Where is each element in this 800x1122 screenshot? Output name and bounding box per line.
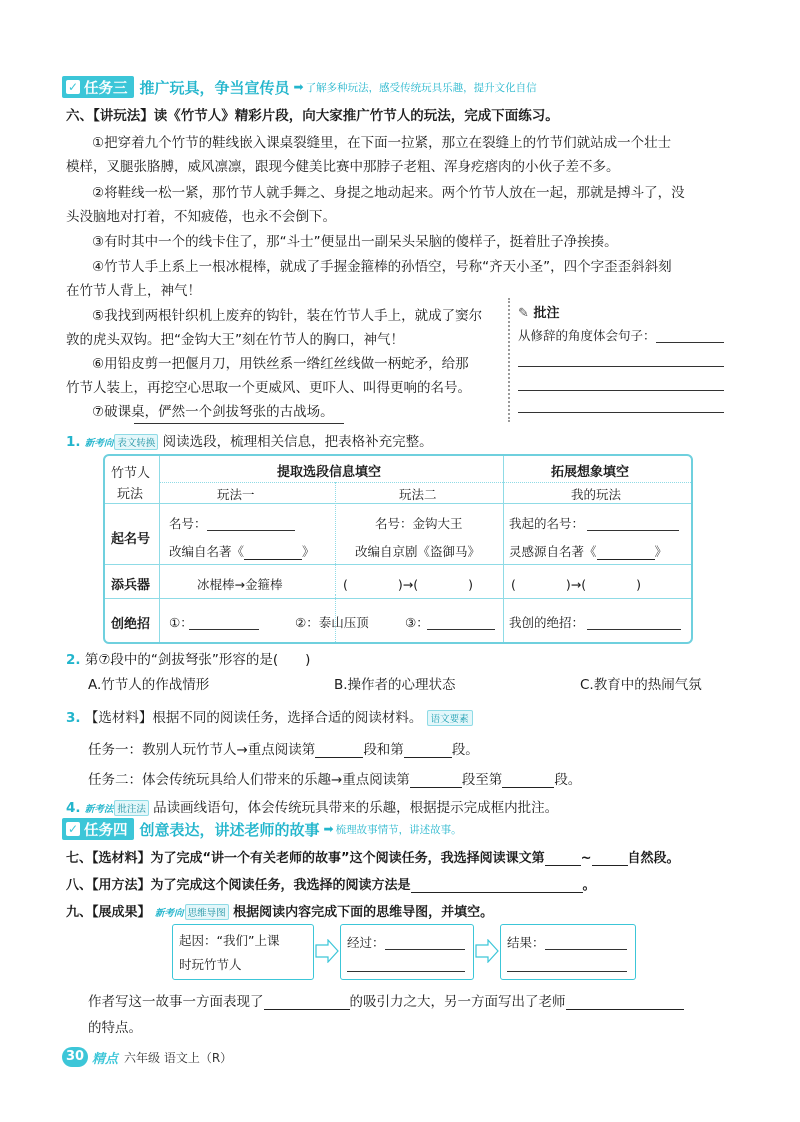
passage-p5a: ⑤我找到两根针织机上废弃的钩针，装在竹节人手上，就成了窦尔	[92, 308, 483, 324]
task3-note: 了解多种玩法，感受传统玩具乐趣，提升文化自信	[305, 81, 537, 94]
table-r3c1-blank1[interactable]	[189, 629, 259, 630]
annotation-header	[518, 302, 559, 321]
info-table	[103, 454, 693, 644]
q7-tilde: ~	[580, 851, 592, 866]
q3-task1-c: 段。	[451, 742, 479, 758]
pencil-icon: ✎	[518, 306, 529, 321]
mindmap-process-label: 经过：	[347, 935, 385, 950]
table-r2c3[interactable]: ( )→( )	[511, 577, 641, 592]
table-r1c1-source-blank[interactable]	[244, 543, 302, 560]
table-col0-a: 竹节人	[111, 466, 151, 481]
q7	[66, 847, 680, 866]
q2	[66, 648, 310, 668]
table-head-extract: 提取选段信息填空	[277, 465, 382, 480]
table-r1c1-source-close: 》	[302, 544, 315, 559]
q4-text: 品读画线语句，体会传统玩具带来的乐趣，根据提示完成框内批注。	[153, 800, 559, 816]
mindmap-process-box	[340, 924, 474, 980]
task3-title: 推广玩具，争当宣传员	[139, 78, 290, 97]
task4-tag	[62, 818, 134, 840]
passage-p6a: ⑥用铅皮剪一把偃月刀，用铁丝系一绺红丝线做一柄蛇矛，给那	[92, 356, 469, 372]
page-number: 30	[62, 1047, 88, 1067]
q1-num: 1.	[66, 434, 81, 450]
q4-type: 批注法	[114, 800, 149, 816]
q9-newtag-label: 新考向	[155, 908, 184, 919]
passage-underline	[134, 423, 344, 424]
q9-fill	[88, 990, 684, 1010]
mindmap-process-blank2[interactable]	[347, 971, 465, 972]
passage-p7: ⑦破课桌，俨然一个剑拔弩张的古战场。	[92, 404, 334, 420]
q2-num: 2.	[66, 652, 81, 668]
passage-p2a: ②将鞋线一松一紧，那竹节人就手舞之、身提之地动起来。两个竹节人放在一起，那就是搏斗了，没	[92, 185, 685, 201]
q7-blank2[interactable]	[592, 849, 628, 866]
q3-task2-c: 段。	[554, 772, 582, 788]
table-head-extend: 拓展想象填空	[551, 465, 630, 480]
table-r1c3-name-blank[interactable]	[587, 530, 679, 531]
q8	[66, 874, 596, 893]
q2-option-c[interactable]: C.教育中的热闹气氛	[580, 677, 702, 693]
q8-blank[interactable]	[411, 876, 583, 893]
q9-type: 思维导图	[185, 904, 229, 920]
mindmap-result-blank2[interactable]	[507, 971, 627, 972]
q3-badge: 语文要素	[427, 710, 473, 726]
mindmap-arrow-1	[314, 939, 340, 963]
q9-fill-blank2[interactable]	[566, 993, 684, 1010]
table-sub1: 玩法一	[217, 487, 255, 502]
q3-task2-blank2[interactable]	[502, 771, 554, 788]
q8-end: 。	[582, 878, 596, 893]
q1-newtag-label: 新考向	[84, 438, 114, 449]
mindmap-result-box	[500, 924, 636, 980]
table-r1c3-source-label: 灵感源自名著《	[509, 544, 597, 559]
arrow-icon: ➡	[293, 80, 304, 94]
q9-text: 根据阅读内容完成下面的思维导图，并填空。	[233, 905, 494, 920]
table-row-name: 起名号	[111, 532, 151, 547]
q1-text: 阅读选段，梳理相关信息，把表格补充完整。	[162, 434, 433, 450]
q7-blank1[interactable]	[545, 849, 581, 866]
q2-option-b[interactable]: B.操作者的心理状态	[334, 677, 456, 693]
annotation-box	[508, 298, 732, 422]
q9-fill-a: 作者写这一故事一方面表现了	[88, 994, 264, 1010]
task3-tag-label: 任务三	[84, 80, 128, 97]
q3-task1-blank1[interactable]	[315, 741, 363, 758]
q4-newtag-label: 新考法	[84, 804, 114, 815]
annotation-blank-4[interactable]	[518, 412, 724, 413]
annotation-prompt	[518, 326, 656, 344]
arrow-icon: ➡	[323, 822, 334, 836]
passage-p3: ③有时其中一个的线卡住了，那“斗士”便显出一副呆头呆脑的傻样子，挺着肚子净挨揍。	[92, 234, 618, 250]
table-r3c1-label3: ③：	[405, 615, 429, 630]
q3-text: 【选材料】根据不同的阅读任务，选择合适的阅读材料。	[84, 710, 423, 726]
table-r1c3-source-blank[interactable]	[597, 543, 655, 560]
mindmap-result-blank1[interactable]	[545, 949, 627, 950]
checkbox-icon: ✓	[67, 80, 79, 94]
task3-banner	[62, 76, 537, 98]
mindmap-process-blank1[interactable]	[385, 949, 465, 950]
annotation-title: 批注	[533, 306, 560, 321]
q9-newtag	[155, 904, 229, 920]
passage-p2b: 头没脑地对打着，不知疲倦，也永不会倒下。	[66, 209, 336, 225]
q3-task2-a: 任务二：体会传统玩具给人们带来的乐趣→重点阅读第	[88, 772, 410, 788]
task4-title: 创意表达，讲述老师的故事	[139, 820, 320, 839]
q1-type: 表文转换	[114, 434, 158, 450]
q6-heading: 六、【讲玩法】读《竹节人》精彩片段，向大家推广竹节人的玩法，完成下面练习。	[66, 108, 559, 124]
table-sub3: 我的玩法	[571, 487, 622, 502]
q7-text: 七、【选材料】为了完成“讲一个有关老师的故事”这个阅读任务，我选择阅读课文第	[66, 851, 545, 866]
task4-banner	[62, 818, 462, 840]
table-r1c2-name: 名号：金钩大王	[375, 516, 463, 531]
table-r3c1-blank3[interactable]	[427, 629, 495, 630]
table-r1c3-source-close: 》	[654, 544, 668, 559]
table-r3c3-blank[interactable]	[587, 629, 681, 630]
passage-p1b: 模样，叉腿张胳膊，威风凛凛，跟现今健美比赛中那脖子老粗、浑身疙瘩肉的小伙子差不多。	[66, 159, 620, 175]
table-r3c1-label1: ①：	[169, 615, 193, 630]
table-col0-b: 玩法	[117, 487, 144, 502]
table-r3c3-label: 我创的绝招：	[509, 615, 585, 630]
passage-p6b: 竹节人装上，再挖空心思取一个更威风、更吓人、叫得更响的名号。	[66, 380, 471, 396]
q3-task2-b: 段至第	[461, 772, 503, 788]
mindmap-result-label: 结果：	[507, 935, 545, 950]
annotation-blank-3[interactable]	[518, 390, 724, 391]
mindmap-arrow-2	[474, 939, 500, 963]
q9-label: 九、【展成果】	[66, 905, 151, 920]
table-row-move: 创绝招	[111, 617, 151, 632]
table-sub2: 玩法二	[399, 487, 437, 502]
q3-task2	[88, 768, 581, 788]
annotation-prompt-text: 从修辞的角度体会句子：	[518, 328, 656, 343]
brand-logo: 精点	[92, 1051, 119, 1067]
mindmap-cause-b: 时玩竹节人	[179, 957, 242, 972]
passage-p1a: ①把穿着九个竹节的鞋线嵌入课桌裂缝里，在下面一拉紧，那立在裂缝上的竹节们就站成一个壮士	[92, 135, 672, 151]
table-r2c1: 冰棍棒→金箍棒	[197, 577, 283, 592]
q3-task2-blank1[interactable]	[410, 771, 462, 788]
q9	[66, 901, 493, 920]
footer-info: 六年级 语文上（R）	[124, 1050, 233, 1065]
table-r2c2[interactable]: ( )→( )	[343, 577, 473, 592]
q9-fill-end: 的特点。	[88, 1020, 142, 1036]
table-r3c1-move2: ②：泰山压顶	[295, 615, 369, 630]
q8-text: 八、【用方法】为了完成这个阅读任务，我选择的阅读方法是	[66, 878, 411, 893]
passage-p5b: 敦的虎头双钩。把“金钩大王”刻在竹节人的胸口，神气！	[66, 332, 404, 348]
task3-tag	[62, 76, 134, 98]
mindmap-cause-box	[172, 924, 314, 980]
footer	[62, 1047, 232, 1067]
table-r1c2-source: 改编自京剧《盗御马》	[355, 544, 481, 559]
passage-p4b: 在竹节人背上，神气！	[66, 283, 201, 299]
q3-task1-b: 段和第	[363, 742, 404, 758]
mindmap-cause-a: 起因：“我们”上课	[179, 933, 280, 948]
q2-text: 第⑦段中的“剑拔弩张”形容的是( )	[84, 652, 311, 668]
checkbox-icon: ✓	[67, 822, 79, 836]
q7-end: 自然段。	[627, 851, 680, 866]
q4	[66, 796, 558, 816]
table-r1c3-name-label: 我起的名号：	[509, 516, 585, 531]
q9-fill-b: 的吸引力之大，另一方面写出了老师	[349, 994, 566, 1010]
q9-fill-blank1[interactable]	[264, 993, 350, 1010]
q4-newtag	[85, 800, 149, 816]
q1	[66, 430, 433, 450]
table-r1c1-name-blank[interactable]	[207, 530, 295, 531]
table-r1c1-source	[169, 542, 315, 560]
q3-task1	[88, 738, 479, 758]
annotation-blank-1[interactable]	[656, 342, 724, 343]
q3	[66, 706, 473, 726]
table-row-weapon: 添兵器	[111, 578, 151, 593]
task4-note: 梳理故事情节，讲述故事。	[335, 823, 462, 836]
q1-newtag	[85, 434, 159, 450]
table-r1c1-source-label: 改编自名著《	[169, 544, 245, 559]
q3-num: 3.	[66, 710, 81, 726]
q3-task1-blank2[interactable]	[404, 741, 452, 758]
task4-tag-label: 任务四	[84, 822, 128, 839]
passage-p4a: ④竹节人手上系上一根冰棍棒，就成了手握金箍棒的孙悟空，号称“齐天小圣”，四个字歪歪斜斜刻	[92, 259, 672, 275]
table-r1c1-name-label: 名号：	[169, 516, 207, 531]
q3-task1-a: 任务一：教别人玩竹节人→重点阅读第	[88, 742, 316, 758]
table-r1c3-source	[509, 542, 667, 560]
annotation-blank-2[interactable]	[518, 366, 724, 367]
q4-num: 4.	[66, 800, 81, 816]
q2-option-a[interactable]: A.竹节人的作战情形	[88, 677, 210, 693]
